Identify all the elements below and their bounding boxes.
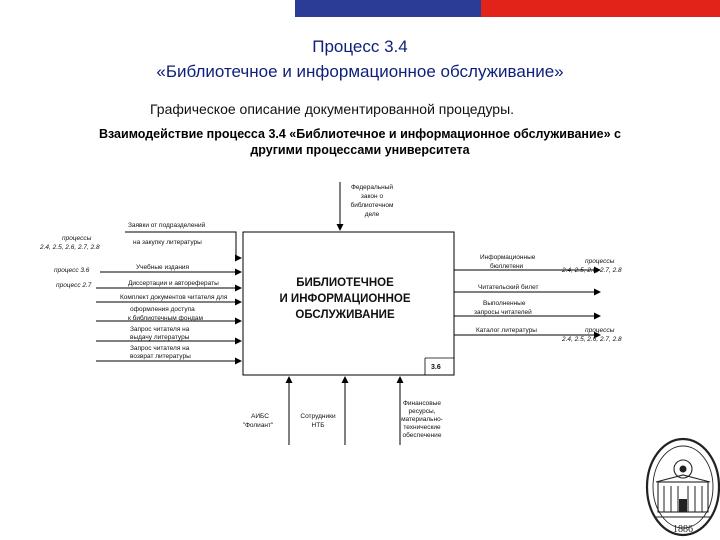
output-newsletters-line-2: бюллетени <box>490 263 524 270</box>
input-arrows <box>96 221 241 361</box>
input-reader-docs-line-1: Комплект документов читателя для <box>120 294 228 301</box>
input-requests-line-1: Заявки от подразделений <box>128 222 206 229</box>
left-ref-lower: процесс 2.7 <box>56 282 92 289</box>
mechanism-staff-line-2: НТБ <box>311 422 325 429</box>
right-ref-top-line-2: 2.4, 2.5, 2.6, 2.7, 2.8 <box>562 267 622 274</box>
box-title-line-1: БИБЛИОТЕЧНОЕ <box>296 277 394 289</box>
page-title: Процесс 3.4 <box>312 37 408 56</box>
mechanism-aibs-line-1: АИБС <box>251 413 269 420</box>
description-line-1: Взаимодействие процесса 3.4 «Библиотечное и информационное обслуживание» с <box>98 127 621 141</box>
input-reader-docs-line-3: к библиотечным фондам <box>128 315 203 322</box>
input-return-request-line-2: возврат литературы <box>130 353 191 360</box>
output-fulfilled-line-2: запросы читателей <box>474 309 532 316</box>
left-ref-top-line-1: процессы <box>62 235 92 242</box>
mechanism-resources-line-5: обеспечение <box>402 432 442 439</box>
right-ref-top-line-1: процессы <box>585 258 615 265</box>
right-ref-bottom-line-2: 2.4, 2.5, 2.6, 2.7, 2.8 <box>562 336 622 343</box>
mechanism-resources-line-1: Финансовые <box>402 400 442 407</box>
left-ref-top-line-2: 2.4, 2.5, 2.6, 2.7, 2.8 <box>40 244 100 251</box>
mechanism-staff-line-1: Сотрудники <box>300 413 336 420</box>
box-title-line-2: И ИНФОРМАЦИОННОЕ <box>279 293 411 305</box>
mechanism-resources-line-4: технические <box>403 424 441 431</box>
input-textbooks: Учебные издания <box>136 264 190 271</box>
input-reader-docs-line-2: оформления доступа <box>130 306 195 313</box>
control-arrow-federal-law <box>340 182 394 230</box>
input-issue-request-line-1: Запрос читателя на <box>130 326 190 333</box>
box-number: 3.6 <box>431 364 441 371</box>
input-dissertations: Диссертации и авторефераты <box>128 280 219 287</box>
mechanism-resources-line-2: ресурсы, <box>408 408 436 415</box>
control-label-line-3: библиотечном <box>350 202 394 209</box>
description-line-2: другими процессами университета <box>250 143 470 157</box>
left-ref-middle: процесс 3.6 <box>54 267 90 274</box>
mechanism-arrows <box>243 377 443 445</box>
control-label-line-4: деле <box>364 211 380 218</box>
output-fulfilled-line-1: Выполненные <box>483 300 526 307</box>
control-label-line-2: закон о <box>360 193 384 200</box>
right-ref-bottom-line-1: процессы <box>585 327 615 334</box>
output-newsletters-line-1: Информационные <box>480 254 536 261</box>
box-title-line-3: ОБСЛУЖИВАНИЕ <box>295 309 395 321</box>
control-label-line-1: Федеральный <box>350 184 394 191</box>
mechanism-aibs-line-2: "Фолиант" <box>242 422 274 429</box>
mechanism-resources-line-3: материально- <box>401 416 443 423</box>
emblem-year: 1886 <box>673 524 693 535</box>
input-issue-request-line-2: выдачу литературы <box>130 334 190 341</box>
output-reader-card: Читательский билет <box>478 284 539 291</box>
university-emblem-icon <box>638 437 720 540</box>
input-requests-line-2: на закупку литературы <box>133 239 202 246</box>
page-subtitle: Графическое описание документированной процедуры. <box>150 101 515 117</box>
input-return-request-line-1: Запрос читателя на <box>130 345 190 352</box>
output-catalog: Каталог литературы <box>476 327 537 334</box>
page-title-process-name: «Библиотечное и информационное обслуживание» <box>156 62 564 81</box>
